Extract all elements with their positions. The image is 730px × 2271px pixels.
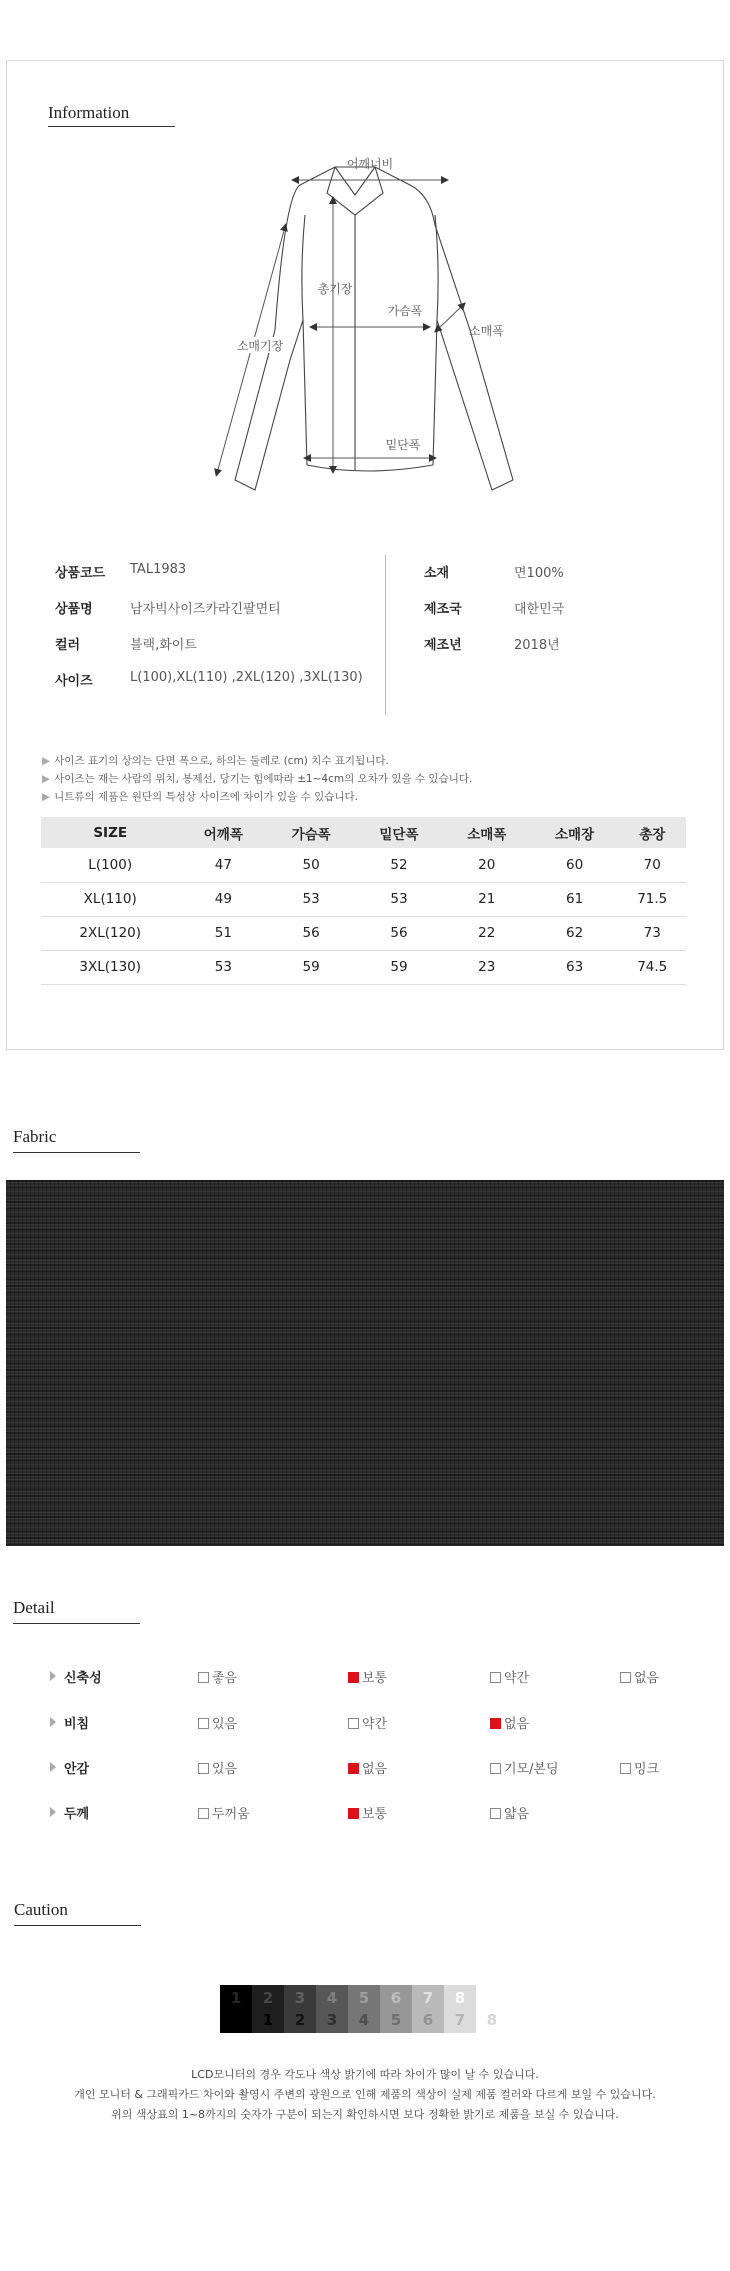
checkbox-icon — [620, 1763, 631, 1774]
caution-title: Caution — [14, 1900, 68, 1919]
label-total-length: 총기장 — [317, 282, 353, 296]
option-none: 없음 — [348, 1758, 387, 1777]
note-line: ▶ 니트류의 제품은 원단의 특성상 사이즈에 차이가 있을 수 있습니다. — [42, 791, 358, 803]
table-cell: 20 — [443, 848, 531, 882]
table-header-row — [41, 817, 686, 848]
fabric-swatch-image — [6, 1180, 724, 1546]
spec-key: 제조국 — [424, 602, 462, 617]
table-row — [41, 950, 686, 984]
triangle-bullet-icon — [50, 1807, 56, 1817]
option-slight: 약간 — [348, 1713, 387, 1732]
caution-note-line: 개인 모니터 & 그래픽카드 차이와 촬영시 주변의 광원으로 인해 제품의 색상이 실제 제품 컬러와 다르게 보일 수 있습니다. — [74, 2088, 656, 2101]
spec-value: 2018년 — [514, 638, 560, 653]
grayscale-cell: 5 4 — [348, 1985, 380, 2033]
label-chest: 가슴폭 — [387, 304, 423, 318]
spec-key: 소재 — [424, 566, 450, 581]
information-title: Information — [48, 103, 130, 122]
grayscale-cell: 4 3 — [316, 1985, 348, 2033]
table-cell: L(100) — [41, 848, 179, 882]
information-title-underline — [48, 126, 175, 127]
checkbox-checked-icon — [348, 1808, 359, 1819]
detail-label: 신축성 — [50, 1667, 102, 1686]
grayscale-cell: 1 — [220, 1985, 252, 2033]
table-cell: 62 — [531, 916, 619, 950]
fabric-title: Fabric — [13, 1127, 57, 1146]
triangle-bullet-icon: ▶ — [42, 791, 51, 803]
table-cell: 56 — [267, 916, 355, 950]
label-shoulder: 어깨너비 — [346, 157, 394, 171]
detail-row-lining — [0, 1758, 730, 1780]
table-cell: 63 — [531, 950, 619, 984]
note-line: ▶ 사이즈는 재는 사람의 위치, 봉제선, 당기는 힘에따라 ±1~4cm의 오차가 있을 수 있습니다. — [42, 773, 473, 785]
table-cell: 49 — [179, 882, 267, 916]
option-none: 없음 — [490, 1713, 529, 1732]
checkbox-icon — [348, 1718, 359, 1729]
header-cell: 어깨폭 — [179, 817, 267, 848]
grayscale-cell: 3 2 — [284, 1985, 316, 2033]
option-mink: 밍크 — [620, 1758, 659, 1777]
triangle-bullet-icon: ▶ — [42, 755, 51, 767]
spec-value: 대한민국 — [514, 602, 565, 617]
spec-key: 제조년 — [424, 638, 462, 653]
header-cell: SIZE — [41, 817, 179, 848]
measurement-diagram — [205, 155, 535, 495]
spec-value: TAL1983 — [130, 562, 187, 577]
shirt-measurement-svg — [205, 155, 535, 495]
header-cell: 가슴폭 — [267, 817, 355, 848]
table-cell: 23 — [443, 950, 531, 984]
header-cell: 밑단폭 — [355, 817, 443, 848]
table-cell: 74.5 — [618, 950, 686, 984]
table-cell: 52 — [355, 848, 443, 882]
spec-divider — [385, 555, 386, 715]
table-cell: 51 — [179, 916, 267, 950]
caution-notes — [0, 2065, 730, 2125]
detail-label: 두께 — [50, 1803, 89, 1822]
checkbox-icon — [620, 1672, 631, 1683]
triangle-bullet-icon: ▶ — [42, 773, 51, 785]
table-cell: 50 — [267, 848, 355, 882]
checkbox-icon — [198, 1808, 209, 1819]
detail-label: 비침 — [50, 1713, 89, 1732]
option-thick: 두꺼움 — [198, 1803, 250, 1822]
grayscale-chart — [220, 1985, 508, 2033]
table-cell: 56 — [355, 916, 443, 950]
spec-key: 컬러 — [55, 638, 81, 653]
label-sleeve-width: 소매폭 — [469, 324, 504, 338]
size-notes — [42, 752, 472, 806]
option-slight: 약간 — [490, 1667, 529, 1686]
detail-row-thickness — [0, 1803, 730, 1825]
table-cell: 53 — [179, 950, 267, 984]
option-none: 없음 — [620, 1667, 659, 1686]
label-sleeve-length: 소매기장 — [236, 339, 284, 353]
spec-value: 면100% — [514, 566, 564, 581]
checkbox-checked-icon — [348, 1763, 359, 1774]
triangle-bullet-icon — [50, 1762, 56, 1772]
checkbox-icon — [198, 1763, 209, 1774]
checkbox-icon — [490, 1808, 501, 1819]
option-good: 좋음 — [198, 1667, 237, 1686]
table-cell: 71.5 — [618, 882, 686, 916]
option-brushed: 기모/본딩 — [490, 1758, 559, 1777]
checkbox-icon — [198, 1672, 209, 1683]
checkbox-icon — [198, 1718, 209, 1729]
size-table — [41, 817, 686, 985]
option-normal: 보통 — [348, 1803, 387, 1822]
detail-row-stretch — [0, 1667, 730, 1689]
table-row — [41, 848, 686, 882]
table-cell: 59 — [355, 950, 443, 984]
option-thin: 얇음 — [490, 1803, 529, 1822]
caution-title-underline — [14, 1925, 141, 1926]
grayscale-cell: 6 5 — [380, 1985, 412, 2033]
table-cell: 73 — [618, 916, 686, 950]
table-cell: 70 — [618, 848, 686, 882]
option-yes: 있음 — [198, 1713, 237, 1732]
table-cell: 2XL(120) — [41, 916, 179, 950]
header-cell: 총장 — [618, 817, 686, 848]
fabric-title-underline — [13, 1152, 140, 1153]
detail-row-sheerness — [0, 1713, 730, 1735]
detail-label: 안감 — [50, 1758, 89, 1777]
checkbox-checked-icon — [490, 1718, 501, 1729]
caution-note-line: 위의 색상표의 1~8까지의 숫자가 구분이 되는지 확인하시면 보다 정확한 밝기로 제품을 보실 수 있습니다. — [111, 2108, 619, 2121]
spec-value: L(100),XL(110) ,2XL(120) ,3XL(130) — [130, 670, 363, 685]
table-row — [41, 882, 686, 916]
table-cell: 3XL(130) — [41, 950, 179, 984]
checkbox-checked-icon — [348, 1672, 359, 1683]
grayscale-cell: 7 6 — [412, 1985, 444, 2033]
grayscale-cell: 2 1 — [252, 1985, 284, 2033]
spec-key: 상품코드 — [55, 566, 106, 581]
table-cell: 59 — [267, 950, 355, 984]
spec-value: 블랙,화이트 — [130, 638, 197, 653]
label-hem: 밑단폭 — [385, 438, 421, 452]
table-cell: 61 — [531, 882, 619, 916]
checkbox-icon — [490, 1672, 501, 1683]
grayscale-cell: 8 — [476, 1985, 508, 2033]
spec-key: 사이즈 — [55, 674, 93, 689]
table-cell: 47 — [179, 848, 267, 882]
table-cell: XL(110) — [41, 882, 179, 916]
option-yes: 있음 — [198, 1758, 237, 1777]
header-cell: 소매폭 — [443, 817, 531, 848]
checkbox-icon — [490, 1763, 501, 1774]
triangle-bullet-icon — [50, 1671, 56, 1681]
table-cell: 53 — [267, 882, 355, 916]
triangle-bullet-icon — [50, 1717, 56, 1727]
table-cell: 22 — [443, 916, 531, 950]
caution-note-line: LCD모니터의 경우 각도나 색상 밝기에 따라 차이가 많이 날 수 있습니다. — [191, 2068, 539, 2081]
option-normal: 보통 — [348, 1667, 387, 1686]
table-cell: 53 — [355, 882, 443, 916]
table-cell: 60 — [531, 848, 619, 882]
header-cell: 소매장 — [531, 817, 619, 848]
spec-value: 남자빅사이즈카라긴팔면티 — [130, 602, 281, 617]
note-line: ▶ 사이즈 표기의 상의는 단면 폭으로, 하의는 둘레로 (cm) 치수 표기됩니다. — [42, 755, 389, 767]
grayscale-cell: 8 7 — [444, 1985, 476, 2033]
table-cell: 21 — [443, 882, 531, 916]
spec-key: 상품명 — [55, 602, 93, 617]
detail-title-underline — [13, 1623, 140, 1624]
detail-title: Detail — [13, 1598, 55, 1617]
table-row — [41, 916, 686, 950]
